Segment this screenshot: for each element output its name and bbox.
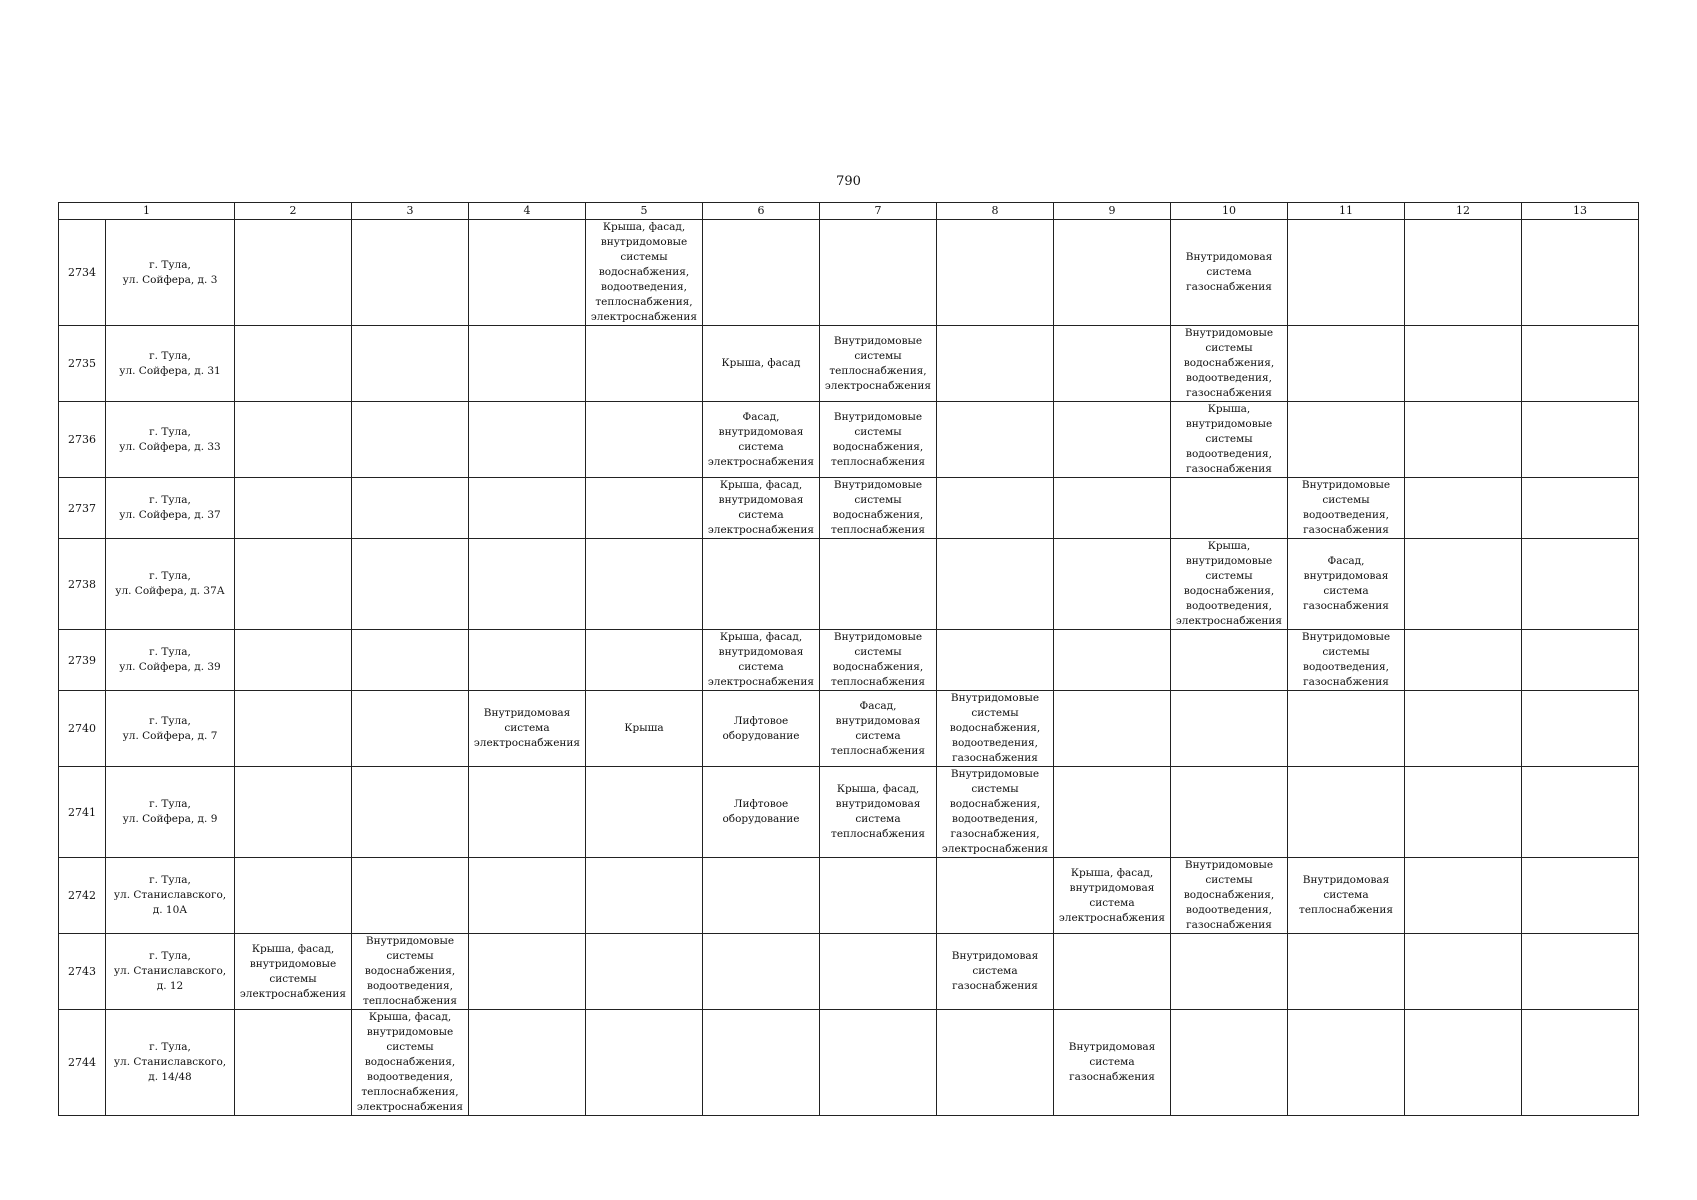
work-cell xyxy=(1405,326,1522,402)
column-header: 6 xyxy=(703,203,820,220)
work-cell xyxy=(703,539,820,630)
work-cell xyxy=(586,1010,703,1116)
work-cell xyxy=(1405,1010,1522,1116)
work-cell xyxy=(586,934,703,1010)
work-cell xyxy=(469,691,586,767)
table-row xyxy=(59,220,1639,326)
work-cell xyxy=(1288,767,1405,858)
work-cell xyxy=(235,402,352,478)
work-cell xyxy=(1522,858,1639,934)
work-cell xyxy=(1288,691,1405,767)
work-cell xyxy=(1054,767,1171,858)
work-cell xyxy=(586,630,703,691)
work-cell xyxy=(235,220,352,326)
work-text: Внутридомовая система газоснабжения xyxy=(951,950,1039,992)
work-cell xyxy=(235,539,352,630)
work-cell xyxy=(937,220,1054,326)
work-cell xyxy=(235,326,352,402)
column-header: 7 xyxy=(820,203,937,220)
work-cell xyxy=(1054,539,1171,630)
work-text: Крыша, фасад, внутридомовая система электроснабжения xyxy=(1058,866,1166,924)
work-cell xyxy=(586,691,703,767)
work-cell xyxy=(703,767,820,858)
work-cell xyxy=(469,1010,586,1116)
work-cell xyxy=(1288,1010,1405,1116)
work-text: Внутридомовые системы водоснабжения, водоотведения, газоснабжения xyxy=(949,692,1041,764)
work-cell xyxy=(586,858,703,934)
work-cell xyxy=(1288,934,1405,1010)
work-cell xyxy=(937,767,1054,858)
work-cell xyxy=(1054,478,1171,539)
work-cell xyxy=(1288,630,1405,691)
work-cell xyxy=(1522,767,1639,858)
work-cell xyxy=(1405,767,1522,858)
work-cell xyxy=(1054,1010,1171,1116)
work-text: Внутридомовые системы водоснабжения, теплоснабжения xyxy=(831,479,925,536)
table-row xyxy=(59,539,1639,630)
work-cell xyxy=(235,691,352,767)
work-cell xyxy=(820,326,937,402)
work-cell xyxy=(352,1010,469,1116)
work-cell xyxy=(1522,539,1639,630)
work-cell xyxy=(1522,691,1639,767)
work-cell xyxy=(235,934,352,1010)
table-row xyxy=(59,1010,1639,1116)
work-cell xyxy=(352,858,469,934)
work-text: Внутридомовые системы водоснабжения, водоотведения, газоснабжения xyxy=(1183,327,1275,399)
row-number: 2743 xyxy=(59,934,106,1010)
work-cell xyxy=(469,630,586,691)
work-text: Крыша xyxy=(624,722,664,734)
work-text: Внутридомовые системы теплоснабжения, электроснабжения xyxy=(824,334,932,392)
work-text: Внутридомовые системы водоотведения, газоснабжения xyxy=(1301,479,1391,536)
work-text: Лифтовое оборудование xyxy=(722,798,800,825)
work-cell xyxy=(1405,630,1522,691)
work-cell xyxy=(703,630,820,691)
work-cell xyxy=(937,478,1054,539)
work-cell xyxy=(703,220,820,326)
work-cell xyxy=(937,630,1054,691)
address-cell xyxy=(106,402,235,478)
work-cell xyxy=(1054,220,1171,326)
work-text: Крыша, фасад, внутридомовая система электроснабжения xyxy=(707,631,815,688)
work-cell xyxy=(1288,326,1405,402)
work-cell xyxy=(1171,630,1288,691)
row-number: 2737 xyxy=(59,478,106,539)
work-cell xyxy=(937,858,1054,934)
work-cell xyxy=(820,691,937,767)
work-text: Лифтовое оборудование xyxy=(722,714,800,742)
page-number: 790 xyxy=(836,174,861,189)
table-row xyxy=(59,934,1639,1010)
column-header: 5 xyxy=(586,203,703,220)
work-cell xyxy=(820,858,937,934)
work-cell xyxy=(586,767,703,858)
work-cell xyxy=(586,539,703,630)
address-text: г. Тула, ул. Станиславского, д. 14/48 xyxy=(113,1041,227,1083)
work-cell xyxy=(1288,220,1405,326)
work-cell xyxy=(1171,326,1288,402)
column-header: 1 xyxy=(59,203,235,220)
work-cell xyxy=(469,478,586,539)
work-cell xyxy=(1171,539,1288,630)
table-row xyxy=(59,858,1639,934)
address-cell xyxy=(106,326,235,402)
address-cell xyxy=(106,539,235,630)
work-text: Внутридомовые системы водоснабжения, водоотведения, теплоснабжения xyxy=(363,935,457,1007)
work-cell xyxy=(1171,402,1288,478)
row-number: 2734 xyxy=(59,220,106,326)
work-cell xyxy=(1054,326,1171,402)
column-header: 12 xyxy=(1405,203,1522,220)
work-cell xyxy=(820,402,937,478)
column-header: 11 xyxy=(1288,203,1405,220)
work-cell xyxy=(1054,402,1171,478)
work-cell xyxy=(1522,934,1639,1010)
address-text: г. Тула, ул. Сойфера, д. 3 xyxy=(122,258,218,286)
address-text: г. Тула, ул. Станиславского, д. 10А xyxy=(113,874,227,916)
work-cell xyxy=(1522,402,1639,478)
address-cell xyxy=(106,858,235,934)
work-cell xyxy=(937,1010,1054,1116)
work-text: Внутридомовая система теплоснабжения xyxy=(1299,874,1393,916)
column-header: 3 xyxy=(352,203,469,220)
work-text: Крыша, внутридомовые системы водоснабжения, водоотведения, электроснабжения xyxy=(1175,540,1283,627)
address-cell xyxy=(106,630,235,691)
row-number: 2742 xyxy=(59,858,106,934)
work-cell xyxy=(235,1010,352,1116)
work-cell xyxy=(469,220,586,326)
column-header: 2 xyxy=(235,203,352,220)
work-cell xyxy=(469,767,586,858)
work-cell xyxy=(352,402,469,478)
work-text: Внутридомовые системы водоснабжения, теплоснабжения xyxy=(831,410,925,468)
row-number: 2738 xyxy=(59,539,106,630)
work-text: Внутридомовая система газоснабжения xyxy=(1068,1041,1156,1083)
work-cell xyxy=(469,934,586,1010)
work-text: Фасад, внутридомовая система газоснабжения xyxy=(1303,555,1389,612)
work-text: Крыша, фасад, внутридомовые системы водоснабжения, водоотведения, теплоснабжения, электроснабжения xyxy=(356,1011,464,1113)
work-cell xyxy=(937,539,1054,630)
work-cell xyxy=(469,402,586,478)
work-text: Внутридомовые системы водоотведения, газоснабжения xyxy=(1301,631,1391,688)
work-cell xyxy=(820,478,937,539)
address-text: г. Тула, ул. Сойфера, д. 37 xyxy=(119,494,221,521)
repair-schedule-table xyxy=(58,202,1639,1116)
work-cell xyxy=(1054,691,1171,767)
table-body xyxy=(59,220,1639,1116)
table-row xyxy=(59,767,1639,858)
work-cell xyxy=(703,1010,820,1116)
work-cell xyxy=(235,858,352,934)
row-number: 2741 xyxy=(59,767,106,858)
work-cell xyxy=(352,220,469,326)
row-number: 2744 xyxy=(59,1010,106,1116)
work-cell xyxy=(586,402,703,478)
work-cell xyxy=(937,402,1054,478)
work-text: Внутридомовые системы водоснабжения, водоотведения, газоснабжения xyxy=(1183,859,1275,931)
work-cell xyxy=(1288,539,1405,630)
work-text: Крыша, внутридомовые системы водоотведения, газоснабжения xyxy=(1185,403,1273,475)
work-cell xyxy=(937,326,1054,402)
work-cell xyxy=(1522,326,1639,402)
address-text: г. Тула, ул. Сойфера, д. 9 xyxy=(122,798,218,825)
row-number: 2739 xyxy=(59,630,106,691)
work-cell xyxy=(1405,934,1522,1010)
table-row xyxy=(59,630,1639,691)
column-header: 13 xyxy=(1522,203,1639,220)
row-number: 2735 xyxy=(59,326,106,402)
work-cell xyxy=(820,1010,937,1116)
work-cell xyxy=(1405,691,1522,767)
address-cell xyxy=(106,1010,235,1116)
address-cell xyxy=(106,478,235,539)
work-cell xyxy=(352,767,469,858)
work-cell xyxy=(469,858,586,934)
address-text: г. Тула, ул. Станиславского, д. 12 xyxy=(113,950,227,992)
address-text: г. Тула, ул. Сойфера, д. 39 xyxy=(119,646,221,673)
work-cell xyxy=(586,326,703,402)
work-cell xyxy=(703,691,820,767)
table-row xyxy=(59,478,1639,539)
work-cell xyxy=(469,539,586,630)
work-cell xyxy=(352,630,469,691)
work-cell xyxy=(703,858,820,934)
work-text: Внутридомовая система газоснабжения xyxy=(1185,251,1273,293)
address-cell xyxy=(106,767,235,858)
work-cell xyxy=(1405,478,1522,539)
work-cell xyxy=(1405,220,1522,326)
work-cell xyxy=(586,478,703,539)
work-cell xyxy=(1171,1010,1288,1116)
work-cell xyxy=(235,767,352,858)
work-cell xyxy=(1405,539,1522,630)
work-cell xyxy=(1522,630,1639,691)
table-row xyxy=(59,402,1639,478)
address-cell xyxy=(106,934,235,1010)
work-cell xyxy=(1522,478,1639,539)
address-text: г. Тула, ул. Сойфера, д. 33 xyxy=(119,425,221,453)
column-header: 8 xyxy=(937,203,1054,220)
work-cell xyxy=(937,691,1054,767)
work-cell xyxy=(820,767,937,858)
work-cell xyxy=(1054,934,1171,1010)
work-cell xyxy=(1405,402,1522,478)
work-cell xyxy=(352,478,469,539)
address-cell xyxy=(106,220,235,326)
work-cell xyxy=(235,630,352,691)
column-header: 4 xyxy=(469,203,586,220)
work-cell xyxy=(1171,858,1288,934)
work-cell xyxy=(703,402,820,478)
address-text: г. Тула, ул. Сойфера, д. 7 xyxy=(122,714,218,742)
work-cell xyxy=(703,326,820,402)
work-cell xyxy=(1288,478,1405,539)
work-cell xyxy=(1171,478,1288,539)
work-text: Крыша, фасад, внутридомовые системы водоснабжения, водоотведения, теплоснабжения, электроснабжения xyxy=(590,221,698,323)
work-cell xyxy=(1054,630,1171,691)
address-text: г. Тула, ул. Сойфера, д. 37А xyxy=(115,570,225,597)
row-number: 2736 xyxy=(59,402,106,478)
work-text: Внутридомовые системы водоснабжения, водоотведения, газоснабжения, электроснабжения xyxy=(941,768,1049,855)
work-text: Крыша, фасад xyxy=(721,357,801,369)
work-cell xyxy=(1171,220,1288,326)
work-cell xyxy=(1171,767,1288,858)
address-text: г. Тула, ул. Сойфера, д. 31 xyxy=(119,349,221,377)
work-cell xyxy=(820,539,937,630)
work-cell xyxy=(703,934,820,1010)
table-row xyxy=(59,326,1639,402)
work-cell xyxy=(1405,858,1522,934)
address-cell xyxy=(106,691,235,767)
work-cell xyxy=(1171,934,1288,1010)
work-cell xyxy=(352,934,469,1010)
work-text: Внутридомовые системы водоснабжения, теплоснабжения xyxy=(831,631,925,688)
work-cell xyxy=(235,478,352,539)
work-cell xyxy=(352,691,469,767)
work-cell xyxy=(1288,402,1405,478)
work-cell xyxy=(586,220,703,326)
work-cell xyxy=(1288,858,1405,934)
work-text: Фасад, внутридомовая система теплоснабжения xyxy=(831,699,925,757)
work-cell xyxy=(820,220,937,326)
work-text: Крыша, фасад, внутридомовая система теплоснабжения xyxy=(831,783,925,840)
column-header: 9 xyxy=(1054,203,1171,220)
work-cell xyxy=(820,934,937,1010)
work-cell xyxy=(937,934,1054,1010)
column-header: 10 xyxy=(1171,203,1288,220)
work-text: Внутридомовая система электроснабжения xyxy=(473,707,581,749)
row-number: 2740 xyxy=(59,691,106,767)
work-cell xyxy=(352,326,469,402)
work-cell xyxy=(703,478,820,539)
work-cell xyxy=(352,539,469,630)
work-cell xyxy=(1054,858,1171,934)
header-row xyxy=(59,203,1639,220)
work-cell xyxy=(1522,220,1639,326)
work-text: Крыша, фасад, внутридомовые системы электроснабжения xyxy=(239,942,347,1000)
work-cell xyxy=(1171,691,1288,767)
work-text: Фасад, внутридомовая система электроснабжения xyxy=(707,410,815,468)
table-row xyxy=(59,691,1639,767)
work-text: Крыша, фасад, внутридомовая система электроснабжения xyxy=(707,479,815,536)
work-cell xyxy=(1522,1010,1639,1116)
work-cell xyxy=(469,326,586,402)
work-cell xyxy=(820,630,937,691)
